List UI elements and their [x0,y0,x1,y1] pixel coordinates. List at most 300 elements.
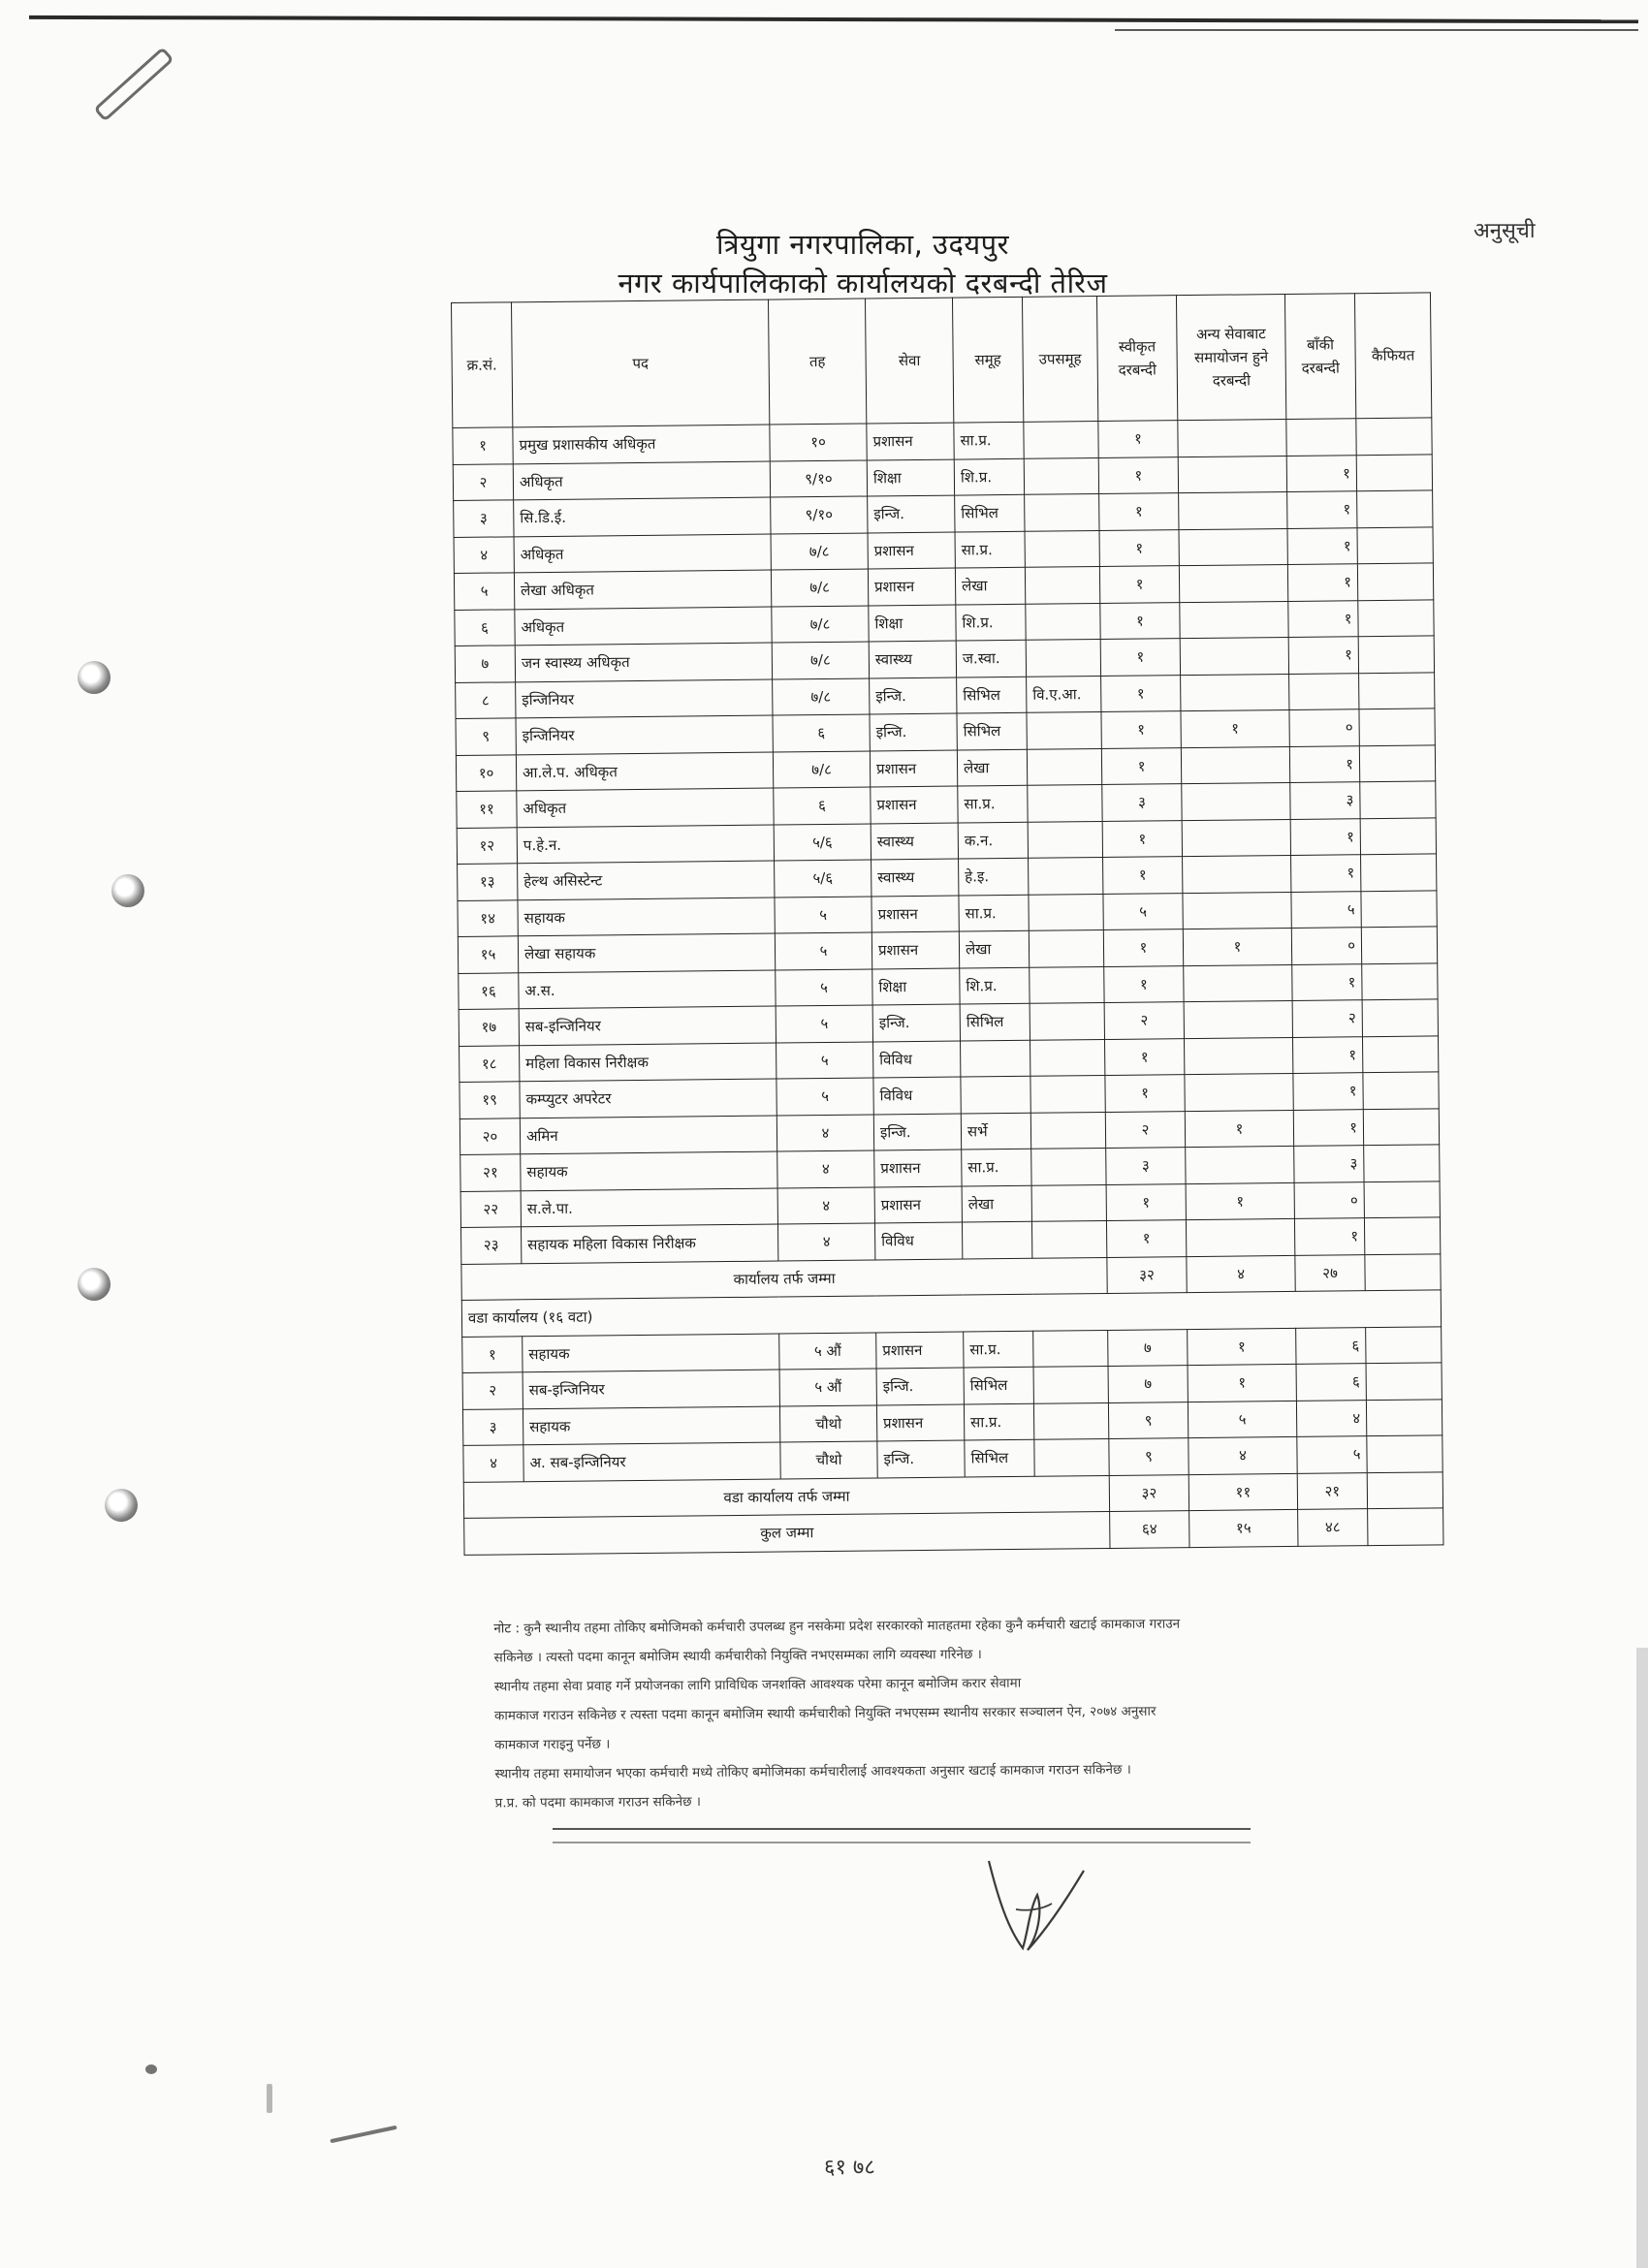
footnote-underline [553,1842,1251,1843]
cell-remaining: ३ [1290,782,1360,819]
cell-level: ५/६ [775,860,872,898]
office-total-remarks [1365,1253,1441,1290]
cell-remarks [1357,563,1433,600]
cell-remaining: १ [1288,637,1358,674]
cell-level: ४ [777,1150,874,1188]
cell-service: शिक्षा [869,605,956,642]
grand-total-remaining: ४८ [1298,1509,1368,1546]
cell-approved: १ [1103,929,1183,966]
cell-adjusted [1181,746,1289,784]
cell-group: सिभिल [957,677,1027,713]
cell-subgroup [1026,640,1100,677]
header-service: सेवा [865,298,953,424]
cell-level: ४ [776,1114,873,1151]
header-group: समूह [952,297,1023,423]
cell-serial: २० [460,1118,520,1154]
cell-level: ५ औं [779,1332,876,1370]
header-post: पद [512,299,770,427]
cell-adjusted [1178,456,1286,493]
cell-remaining: २ [1292,1000,1362,1037]
cell-remarks [1364,1181,1440,1217]
cell-group: हे.इ. [959,858,1029,895]
cell-adjusted [1184,1037,1292,1075]
scan-speck [330,2126,396,2143]
cell-serial: १२ [457,827,517,864]
cell-level: १० [770,424,867,461]
cell-post: आ.ले.प. अधिकृत [516,752,773,791]
cell-adjusted [1183,855,1291,893]
cell-subgroup [1027,711,1101,748]
cell-remaining: १ [1287,564,1357,601]
cell-approved: १ [1098,421,1178,457]
cell-service: प्रशासन [876,1332,964,1369]
cell-group: सा.प्र. [959,895,1029,931]
cell-adjusted: १ [1188,1328,1296,1366]
cell-remarks [1356,418,1432,455]
header-approved: स्वीकृत दरबन्दी [1096,296,1177,422]
cell-remarks [1363,1108,1439,1145]
cell-post: सहायक [523,1334,779,1372]
cell-adjusted [1181,674,1289,711]
cell-serial: १७ [459,1009,519,1046]
cell-approved: ३ [1102,784,1182,821]
cell-serial: ४ [454,536,514,573]
cell-adjusted [1180,637,1288,675]
cell-approved: ५ [1103,893,1183,929]
office-total-adjusted: ४ [1187,1255,1295,1293]
cell-post: लेखा अधिकृत [514,570,771,609]
cell-level: ५ [775,932,872,970]
cell-group: सिभिल [964,1367,1033,1403]
cell-approved: ७ [1108,1329,1188,1366]
scan-speck [267,2084,272,2113]
cell-service: इन्जि. [873,1114,961,1150]
cell-serial: ६ [455,609,515,646]
ward-total-label: वडा कार्यालय तर्फ जम्मा [463,1475,1109,1518]
cell-adjusted: १ [1181,709,1289,747]
cell-post: सब-इन्जिनियर [519,1006,776,1045]
cell-adjusted: १ [1188,1364,1296,1402]
cell-remaining: ३ [1294,1146,1364,1182]
cell-adjusted [1184,964,1292,1002]
cell-subgroup: वि.ए.आ. [1027,676,1101,712]
footnote-line: सकिनेछ । त्यस्तो पदमा कानून बमोजिम स्थायी कर्मचारीको नियुक्ति नभएसम्मका लागि व्यवस्था गरिनेछ । [493,1646,982,1666]
cell-approved: ३ [1106,1148,1186,1184]
cell-subgroup [1031,1148,1106,1184]
cell-group: सिभिल [955,494,1025,531]
cell-post: लेखा सहायक [518,933,775,972]
cell-level: ५ [776,1005,872,1043]
cell-subgroup [1033,1402,1108,1439]
cell-remarks [1362,962,1438,999]
cell-service: स्वास्थ्य [871,823,958,860]
cell-subgroup [1024,422,1098,458]
cell-serial: १३ [458,864,518,900]
ward-total-remaining: २१ [1297,1472,1367,1509]
footnote-line: कुनै स्थानीय तहमा तोकिए बमोजिमको कर्मचारी उपलब्ध हुन नसकेमा प्रदेश सरकारको मातहतमा रहेका कुनै कर्मचारी खटाई कामकाज गराउन [523,1616,1181,1637]
cell-serial: १६ [459,972,519,1009]
cell-group: सिभिल [957,712,1027,749]
cell-level: ५/६ [774,823,871,861]
cell-approved: १ [1099,566,1179,603]
ward-total-adjusted: ११ [1188,1473,1297,1511]
cell-remaining: ० [1294,1181,1364,1218]
cell-level: ७/८ [771,533,868,571]
cell-serial: १० [456,754,516,791]
cell-remaining: १ [1287,491,1357,528]
cell-post: सहायक महिला विकास निरीक्षक [521,1224,777,1263]
cell-group: सा.प्र. [964,1403,1033,1440]
cell-approved: २ [1104,1002,1184,1039]
cell-group: सा.प्र. [955,531,1025,568]
cell-group: शि.प्र. [954,458,1024,495]
cell-approved: १ [1101,711,1181,748]
footnote-lead: नोट : [493,1621,521,1637]
cell-serial: ९ [456,718,516,755]
cell-remarks [1366,1363,1442,1400]
signature [969,1842,1105,1968]
cell-serial: ८ [456,681,516,718]
cell-service: शिक्षा [867,459,954,496]
grand-total-adjusted: १५ [1189,1509,1298,1547]
scan-edge-shadow [1636,1648,1648,2268]
punch-hole [78,1268,111,1301]
punch-hole [105,1489,138,1522]
cell-level: चौथो [779,1404,876,1442]
cell-remarks [1357,526,1433,563]
cell-remaining: ४ [1296,1400,1366,1436]
cell-serial: ३ [462,1408,523,1445]
cell-post: अधिकृत [517,788,774,827]
cell-adjusted: १ [1183,928,1291,965]
office-total-remaining: २७ [1295,1254,1365,1291]
punch-hole [111,874,144,907]
cell-remarks [1356,454,1432,490]
cell-service: इन्जि. [870,713,957,750]
footnote-underline [553,1828,1251,1830]
cell-remarks [1358,636,1434,673]
cell-post: प्रमुख प्रशासकीय अधिकृत [513,425,770,463]
cell-remarks [1358,599,1434,636]
cell-level: ७/८ [772,606,869,644]
cell-adjusted: १ [1186,1182,1294,1220]
cell-subgroup [1029,857,1103,894]
cell-level: ७/८ [773,750,870,788]
header-subgroup: उपसमूह [1022,297,1097,423]
cell-serial: २ [462,1372,523,1409]
grand-total-label: कुल जम्मा [464,1511,1110,1554]
cell-service: शिक्षा [872,968,960,1005]
document-title: त्रियुगा नगरपालिका, उदयपुर [716,228,1009,261]
cell-subgroup [1028,821,1102,858]
cell-level: चौथो [780,1441,877,1479]
cell-subgroup [1030,966,1104,1003]
cell-subgroup [1030,1002,1104,1039]
cell-adjusted [1186,1218,1294,1256]
cell-subgroup [1033,1330,1108,1367]
cell-group: शि.प्र. [956,604,1026,641]
cell-service: प्रशासन [874,1186,962,1223]
cell-group: ज.स्वा. [956,640,1026,677]
header-remaining: बाँकी दरबन्दी [1284,294,1355,420]
cell-service: इन्जि. [868,495,955,532]
cell-remaining: १ [1294,1218,1364,1255]
cell-service: इन्जि. [876,1368,964,1404]
cell-subgroup [1031,1220,1106,1257]
footnote-line: प्र.प्र. को पदमा कामकाज गराउन सकिनेछ । [494,1793,702,1811]
cell-level: ५ [776,1078,873,1116]
header-serial: क्र.सं. [452,302,513,428]
cell-remaining [1289,673,1359,709]
scan-border-top-secondary [1115,29,1638,31]
document-subtitle: नगर कार्यपालिकाको कार्यालयको दरबन्दी तेरिज [618,267,1108,299]
cell-adjusted: ४ [1188,1436,1297,1474]
header-remarks: कैफियत [1354,293,1431,419]
cell-serial: १ [453,427,513,464]
cell-remaining: १ [1290,818,1360,855]
cell-group: सिभिल [965,1439,1034,1476]
cell-service: प्रशासन [871,786,958,823]
cell-subgroup [1025,494,1099,531]
footnote-line: कामकाज गराइनु पर्नेछ । [494,1736,611,1753]
cell-post: अधिकृत [514,534,771,573]
ward-total-approved: ३२ [1109,1474,1188,1511]
cell-group: सिभिल [960,1003,1030,1040]
cell-subgroup [1029,929,1103,966]
cell-approved: १ [1100,639,1180,676]
table-header-row [452,293,1432,428]
cell-post: अमिन [520,1116,776,1154]
footnote-line: स्थानीय तहमा समायोजन भएका कर्मचारी मध्ये तोकिए बमोजिमका कर्मचारीलाई आवश्यकता अनुसार खटाई कामकाज गराउन सकिनेछ । [494,1761,1131,1782]
cell-approved: १ [1106,1220,1186,1257]
cell-approved: १ [1104,965,1184,1002]
cell-group: सर्भे [961,1113,1030,1150]
footnote-line: स्थानीय तहमा सेवा प्रवाह गर्ने प्रयोजनका लागि प्राविधिक जनशक्ति आवश्यक परेमा कानून बमोजिम करार सेवामा [493,1675,1022,1695]
cell-adjusted: ५ [1188,1401,1296,1438]
cell-subgroup [1030,1039,1104,1076]
cell-approved: १ [1105,1075,1185,1112]
cell-post: सब-इन्जिनियर [523,1370,779,1408]
cell-remarks [1361,890,1437,927]
cell-remarks [1361,854,1437,891]
office-total-approved: ३२ [1107,1256,1187,1293]
footnote-line: कामकाज गराउन सकिनेछ र त्यस्ता पदमा कानून बमोजिम स्थायी कर्मचारीको नियुक्ति नभएसम्म स्थानीय सरकार सञ्चालन ऐन, २०७४ अनुसार [493,1703,1157,1724]
annex-label: अनुसूची [1474,219,1536,243]
grand-total-remarks [1368,1508,1443,1545]
cell-adjusted [1179,528,1287,566]
cell-post: कम्प्युटर अपरेटर [520,1079,776,1118]
cell-serial: ५ [454,573,514,610]
cell-adjusted: १ [1185,1110,1293,1148]
cell-serial: २१ [460,1154,521,1191]
cell-post: सहायक [523,1406,779,1445]
cell-group: लेखा [959,930,1029,967]
cell-serial: २३ [460,1227,521,1264]
cell-remarks [1362,999,1438,1036]
cell-adjusted [1184,1000,1292,1038]
cell-post: सहायक [521,1151,777,1190]
cell-remarks [1359,672,1435,709]
cell-remaining: १ [1293,1109,1363,1146]
cell-level: ४ [777,1223,874,1261]
cell-approved: ७ [1108,1366,1188,1402]
cell-subgroup [1030,1112,1105,1149]
cell-remaining: ० [1289,709,1359,746]
cell-approved: १ [1099,529,1179,566]
cell-post: हेल्थ असिस्टेन्ट [518,861,775,899]
cell-approved: १ [1098,457,1178,493]
cell-adjusted [1183,892,1291,929]
cell-group: शि.प्र. [960,967,1030,1004]
header-level: तह [768,299,866,425]
cell-approved: १ [1104,1038,1184,1075]
cell-service: इन्जि. [872,1004,960,1041]
cell-subgroup [1033,1366,1108,1402]
grand-total-approved: ६४ [1110,1511,1189,1548]
cell-adjusted [1179,491,1287,529]
office-total-label: कार्यालय तर्फ जम्मा [461,1257,1107,1300]
cell-remaining: १ [1292,963,1362,1000]
cell-remaining [1286,419,1356,456]
scan-speck [145,2064,157,2074]
cell-group: सा.प्र. [962,1149,1031,1185]
scan-border-top [29,16,1638,23]
cell-subgroup [1029,894,1103,930]
cell-approved: १ [1101,747,1181,784]
cell-remarks [1359,709,1435,745]
cell-remaining: ६ [1296,1327,1366,1364]
cell-level: ६ [774,787,871,825]
cell-group [961,1076,1030,1113]
cell-post: सि.डि.ई. [514,497,771,536]
cell-post: अ.स. [519,970,776,1009]
cell-remarks [1366,1399,1442,1435]
cell-approved: ९ [1109,1438,1188,1475]
cell-service: प्रशासन [872,896,959,932]
staple-mark [93,47,174,122]
cell-subgroup [1027,748,1101,785]
cell-group: सा.प्र. [958,785,1028,822]
cell-level: ६ [773,714,870,752]
cell-serial: ३ [454,500,514,537]
cell-level: ७/८ [773,678,870,716]
cell-serial: १ [462,1336,523,1372]
cell-level: ९/१० [771,496,868,534]
cell-service: स्वास्थ्य [872,859,959,896]
cell-serial: ११ [457,791,517,828]
cell-group: सा.प्र. [964,1331,1033,1368]
cell-remarks [1359,744,1435,781]
cell-level: ७/८ [771,569,868,607]
cell-approved: २ [1105,1111,1185,1148]
cell-remaining: ५ [1291,891,1361,928]
cell-remarks [1361,927,1437,963]
cell-remarks [1364,1217,1440,1254]
cell-level: ५ [775,896,872,933]
cell-adjusted [1185,1073,1293,1111]
cell-approved: १ [1102,820,1182,857]
cell-subgroup [1030,1075,1105,1112]
cell-remarks [1360,781,1436,818]
cell-subgroup [1034,1438,1109,1475]
cell-service: प्रशासन [870,750,957,787]
cell-service: स्वास्थ्य [869,641,956,677]
cell-adjusted [1180,601,1288,639]
ward-total-remarks [1367,1471,1442,1508]
header-adjusted: अन्य सेवाबाट समायोजन हुने दरबन्दी [1176,294,1285,420]
cell-serial: १८ [460,1045,520,1082]
cell-group: लेखा [957,749,1027,786]
cell-remaining: १ [1286,455,1356,491]
cell-remaining: ६ [1296,1364,1366,1401]
cell-group: लेखा [955,567,1025,604]
cell-approved: १ [1100,602,1180,639]
cell-remaining: १ [1293,1073,1363,1110]
cell-remaining: १ [1288,600,1358,637]
cell-post: इन्जिनियर [516,679,773,718]
cell-serial: २ [453,463,513,500]
cell-service: प्रशासन [874,1150,962,1186]
cell-post: अधिकृत [513,461,770,500]
cell-service: इन्जि. [877,1440,965,1477]
cell-remaining: ० [1291,928,1361,964]
cell-subgroup [1026,603,1100,640]
cell-service: इन्जि. [870,677,957,714]
cell-post: इन्जिनियर [516,715,773,754]
cell-level: ४ [777,1186,874,1224]
cell-group [962,1221,1031,1258]
cell-approved: १ [1099,493,1179,530]
cell-subgroup [1025,567,1099,604]
cell-post: स.ले.पा. [521,1188,777,1227]
cell-level: ५ [776,968,872,1006]
cell-adjusted [1178,419,1286,457]
cell-serial: २२ [460,1190,521,1227]
cell-service: विविध [873,1077,961,1114]
cell-remaining: १ [1287,527,1357,564]
cell-remarks [1363,1072,1439,1109]
cell-level: ९/१० [770,460,867,498]
cell-level: ५ औं [779,1369,876,1406]
staffing-table [451,292,1443,1555]
cell-service: विविध [874,1222,962,1259]
cell-approved: १ [1106,1183,1186,1220]
cell-serial: १५ [458,936,518,973]
footnote [493,1608,1454,1818]
cell-remarks [1362,1035,1438,1072]
cell-post: महिला विकास निरीक्षक [520,1043,776,1082]
cell-serial: १९ [460,1082,520,1118]
cell-remaining: १ [1292,1036,1362,1073]
cell-service: प्रशासन [872,931,959,968]
cell-serial: १४ [458,899,518,936]
cell-subgroup [1025,530,1099,567]
cell-serial: ७ [455,646,515,682]
cell-approved: १ [1103,857,1183,894]
cell-adjusted [1182,782,1290,820]
cell-remarks [1367,1435,1442,1472]
cell-level: ५ [776,1041,873,1079]
cell-post: अधिकृत [515,607,772,646]
cell-approved: ९ [1108,1402,1188,1438]
cell-subgroup [1031,1184,1106,1221]
cell-remarks [1364,1145,1440,1181]
cell-remarks [1366,1326,1442,1363]
cell-remaining: ५ [1297,1436,1367,1473]
page-number: ६१ ७८ [824,2156,875,2180]
cell-post: प.हे.न. [517,825,774,864]
cell-group: सा.प्र. [954,422,1024,458]
